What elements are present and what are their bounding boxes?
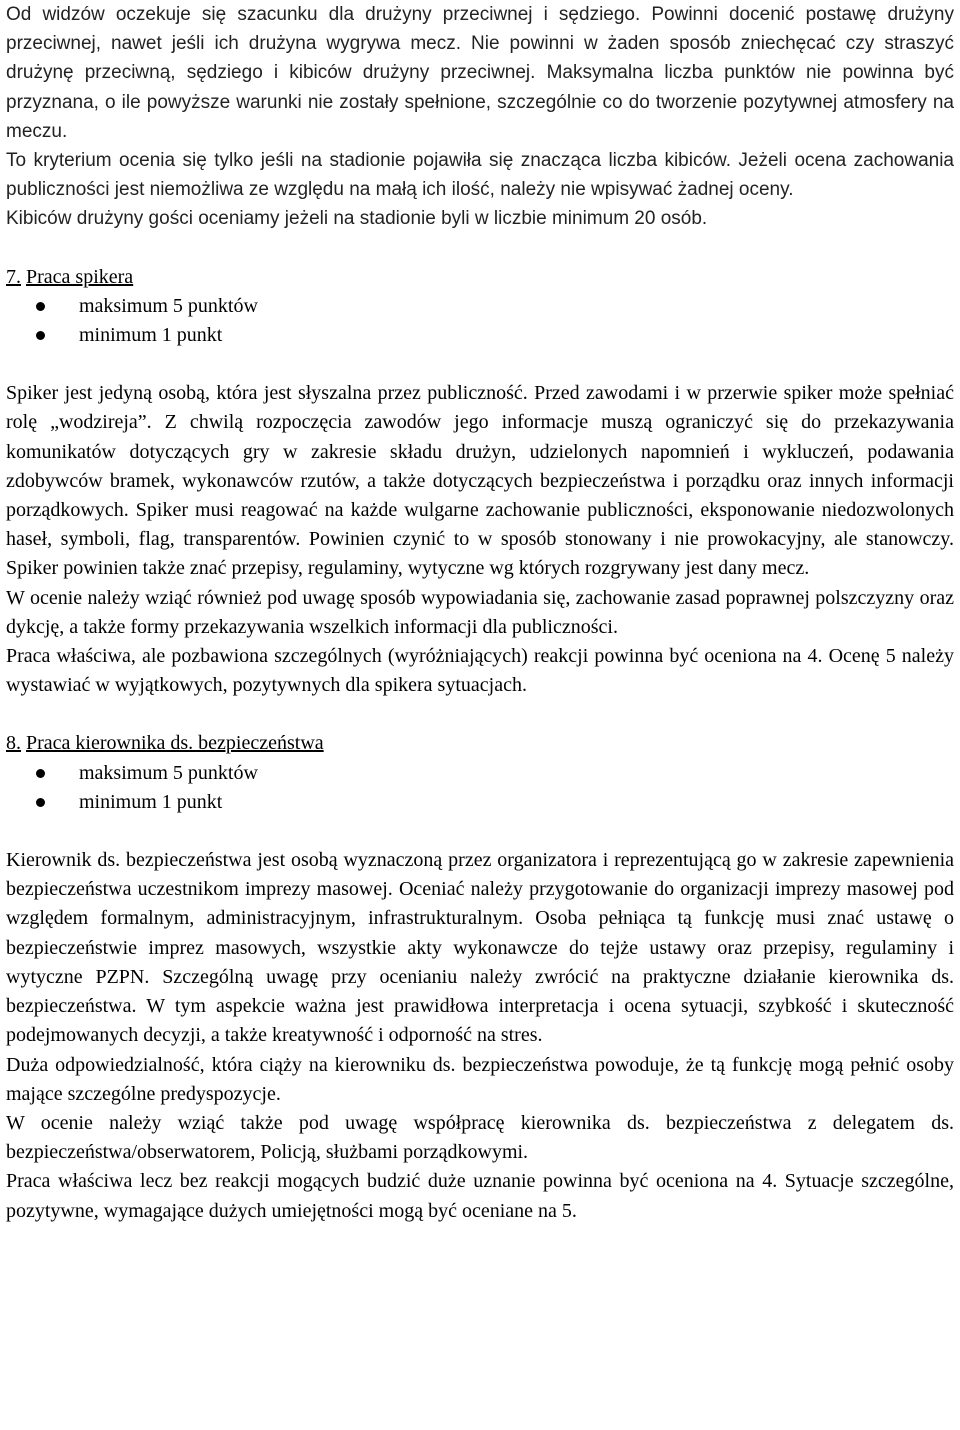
bullet-text-min: minimum 1 punkt <box>79 790 223 813</box>
list-item <box>6 759 954 788</box>
bullet-icon <box>36 331 45 340</box>
section-7-paragraph: W ocenie należy wziąć również pod uwagę sposób wypowiadania się, zachowanie zasad poprawnej polszczyzny oraz dykcję, a także formy przekazywania wszelkich informacji dla publiczności. <box>6 586 954 638</box>
section-7-heading <box>6 263 954 292</box>
spacer <box>6 700 954 729</box>
section-8-heading <box>6 729 954 758</box>
paragraph-spectators-respect: Od widzów oczekuje się szacunku dla drużyny przeciwnej i sędziego. Powinni docenić postawę drużyny przeciwnej, nawet jeśli ich drużyna wygrywa mecz. Nie powinni w żaden sposób zniechęcać czy straszyć drużynę przeciwną, sędziego i kibiców drużyny przeciwnej. Maksymalna liczba punktów nie powinna być przyznana, o ile powyższe warunki nie zostały spełnione, szczególnie co do tworzenie pozytywnej atmosfery na meczu. <box>6 4 954 142</box>
list-item <box>6 292 954 321</box>
bullet-icon <box>36 769 45 778</box>
bullet-text-min: minimum 1 punkt <box>79 324 223 347</box>
section-8-bullet-list <box>6 759 954 817</box>
list-item <box>6 321 954 350</box>
bullet-icon <box>36 302 45 311</box>
section-8-title: Praca kierownika ds. bezpieczeństwa <box>26 732 324 755</box>
section-7-paragraph: Spiker jest jedyną osobą, która jest słyszalna przez publiczność. Przed zawodami i w przerwie spiker może spełniać rolę „wodzireja”. Z chwilą rozpoczęcia zawodów jego informacje muszą ograniczyć się do przekazywania komunikatów dotyczących gry w zakresie składu drużyn, udzielonych napomnień i wykluczeń, podawania zdobywców bramek, wykonawców rzutów, a także dotyczących bezpieczeństwa i porządku oraz innych informacji porządkowych. Spiker musi reagować na każde wulgarne zachowanie publiczności, eksponowanie niedozwolonych haseł, symboli, flag, transparentów. Powinien czynić to w sposób stonowany i nie prowokacyjny, ale stanowczy. Spiker powinien także znać przepisy, regulaminy, wytyczne wg których rozgrywany jest dany mecz. <box>6 382 954 580</box>
list-item <box>6 788 954 817</box>
section-7-bullet-list <box>6 292 954 350</box>
paragraph-away-fans: Kibiców drużyny gości oceniamy jeżeli na stadionie byli w liczbie minimum 20 osób. <box>6 208 708 230</box>
spacer <box>6 817 954 846</box>
section-7-title: Praca spikera <box>26 265 134 288</box>
spacer <box>6 234 954 263</box>
bullet-text-max: maksimum 5 punktów <box>79 761 258 784</box>
section-8-paragraph: Kierownik ds. bezpieczeństwa jest osobą wyznaczoną przez organizatora i reprezentującą go w zakresie zapewnienia bezpieczeństwa uczestnikom imprezy masowej. Oceniać należy przygotowanie do organizacji imprezy masowej pod względem formalnym, administracyjnym, infrastrukturalnym. Osoba pełniąca tą funkcję musi znać ustawę o bezpieczeństwie imprez masowych, wszystkie akty wykonawcze do tejże ustawy oraz przepisy, regulaminy i wytyczne PZPN. Szczególną uwagę przy ocenianiu należy zwrócić na praktyczne działanie kierownika ds. bezpieczeństwa. W tym aspekcie ważna jest prawidłowa interpretacja i ocena sytuacji, szybkość i skuteczność podejmowanych decyzji, a także kreatywność i odporność na stres. <box>6 849 954 1047</box>
section-8-number: 8. <box>6 732 21 755</box>
section-8-paragraph: Praca właściwa lecz bez reakcji mogących budzić duże uznanie powinna być oceniona na 4. Sytuacje szczególne, pozytywne, wymagające dużych umiejętności mogą być oceniane na 5. <box>6 1170 954 1222</box>
spacer <box>6 350 954 379</box>
bullet-text-max: maksimum 5 punktów <box>79 294 258 317</box>
section-8-paragraph: W ocenie należy wziąć także pod uwagę współpracę kierownika ds. bezpieczeństwa z delegatem ds. bezpieczeństwa/obserwatorem, Policją, służbami porządkowymi. <box>6 1111 954 1164</box>
section-8-paragraph: Duża odpowiedzialność, która ciąży na kierowniku ds. bezpieczeństwa powoduje, że tą funkcję mogą pełnić osoby mające szczególne predyspozycje. <box>6 1053 954 1105</box>
bullet-icon <box>36 798 45 807</box>
paragraph-criterion-condition: To kryterium ocenia się tylko jeśli na stadionie pojawiła się znacząca liczba kibiców. Jeżeli ocena zachowania publiczności jest niemożliwa ze względu na małą ich ilość, należy nie wpisywać żadnej oceny. <box>6 150 954 201</box>
section-7-number: 7. <box>6 265 21 288</box>
section-7-paragraph: Praca właściwa, ale pozbawiona szczególnych (wyróżniających) reakcji powinna być oceniona na 4. Ocenę 5 należy wystawiać w wyjątkowych, pozytywnych dla spikera sytuacjach. <box>6 645 954 697</box>
